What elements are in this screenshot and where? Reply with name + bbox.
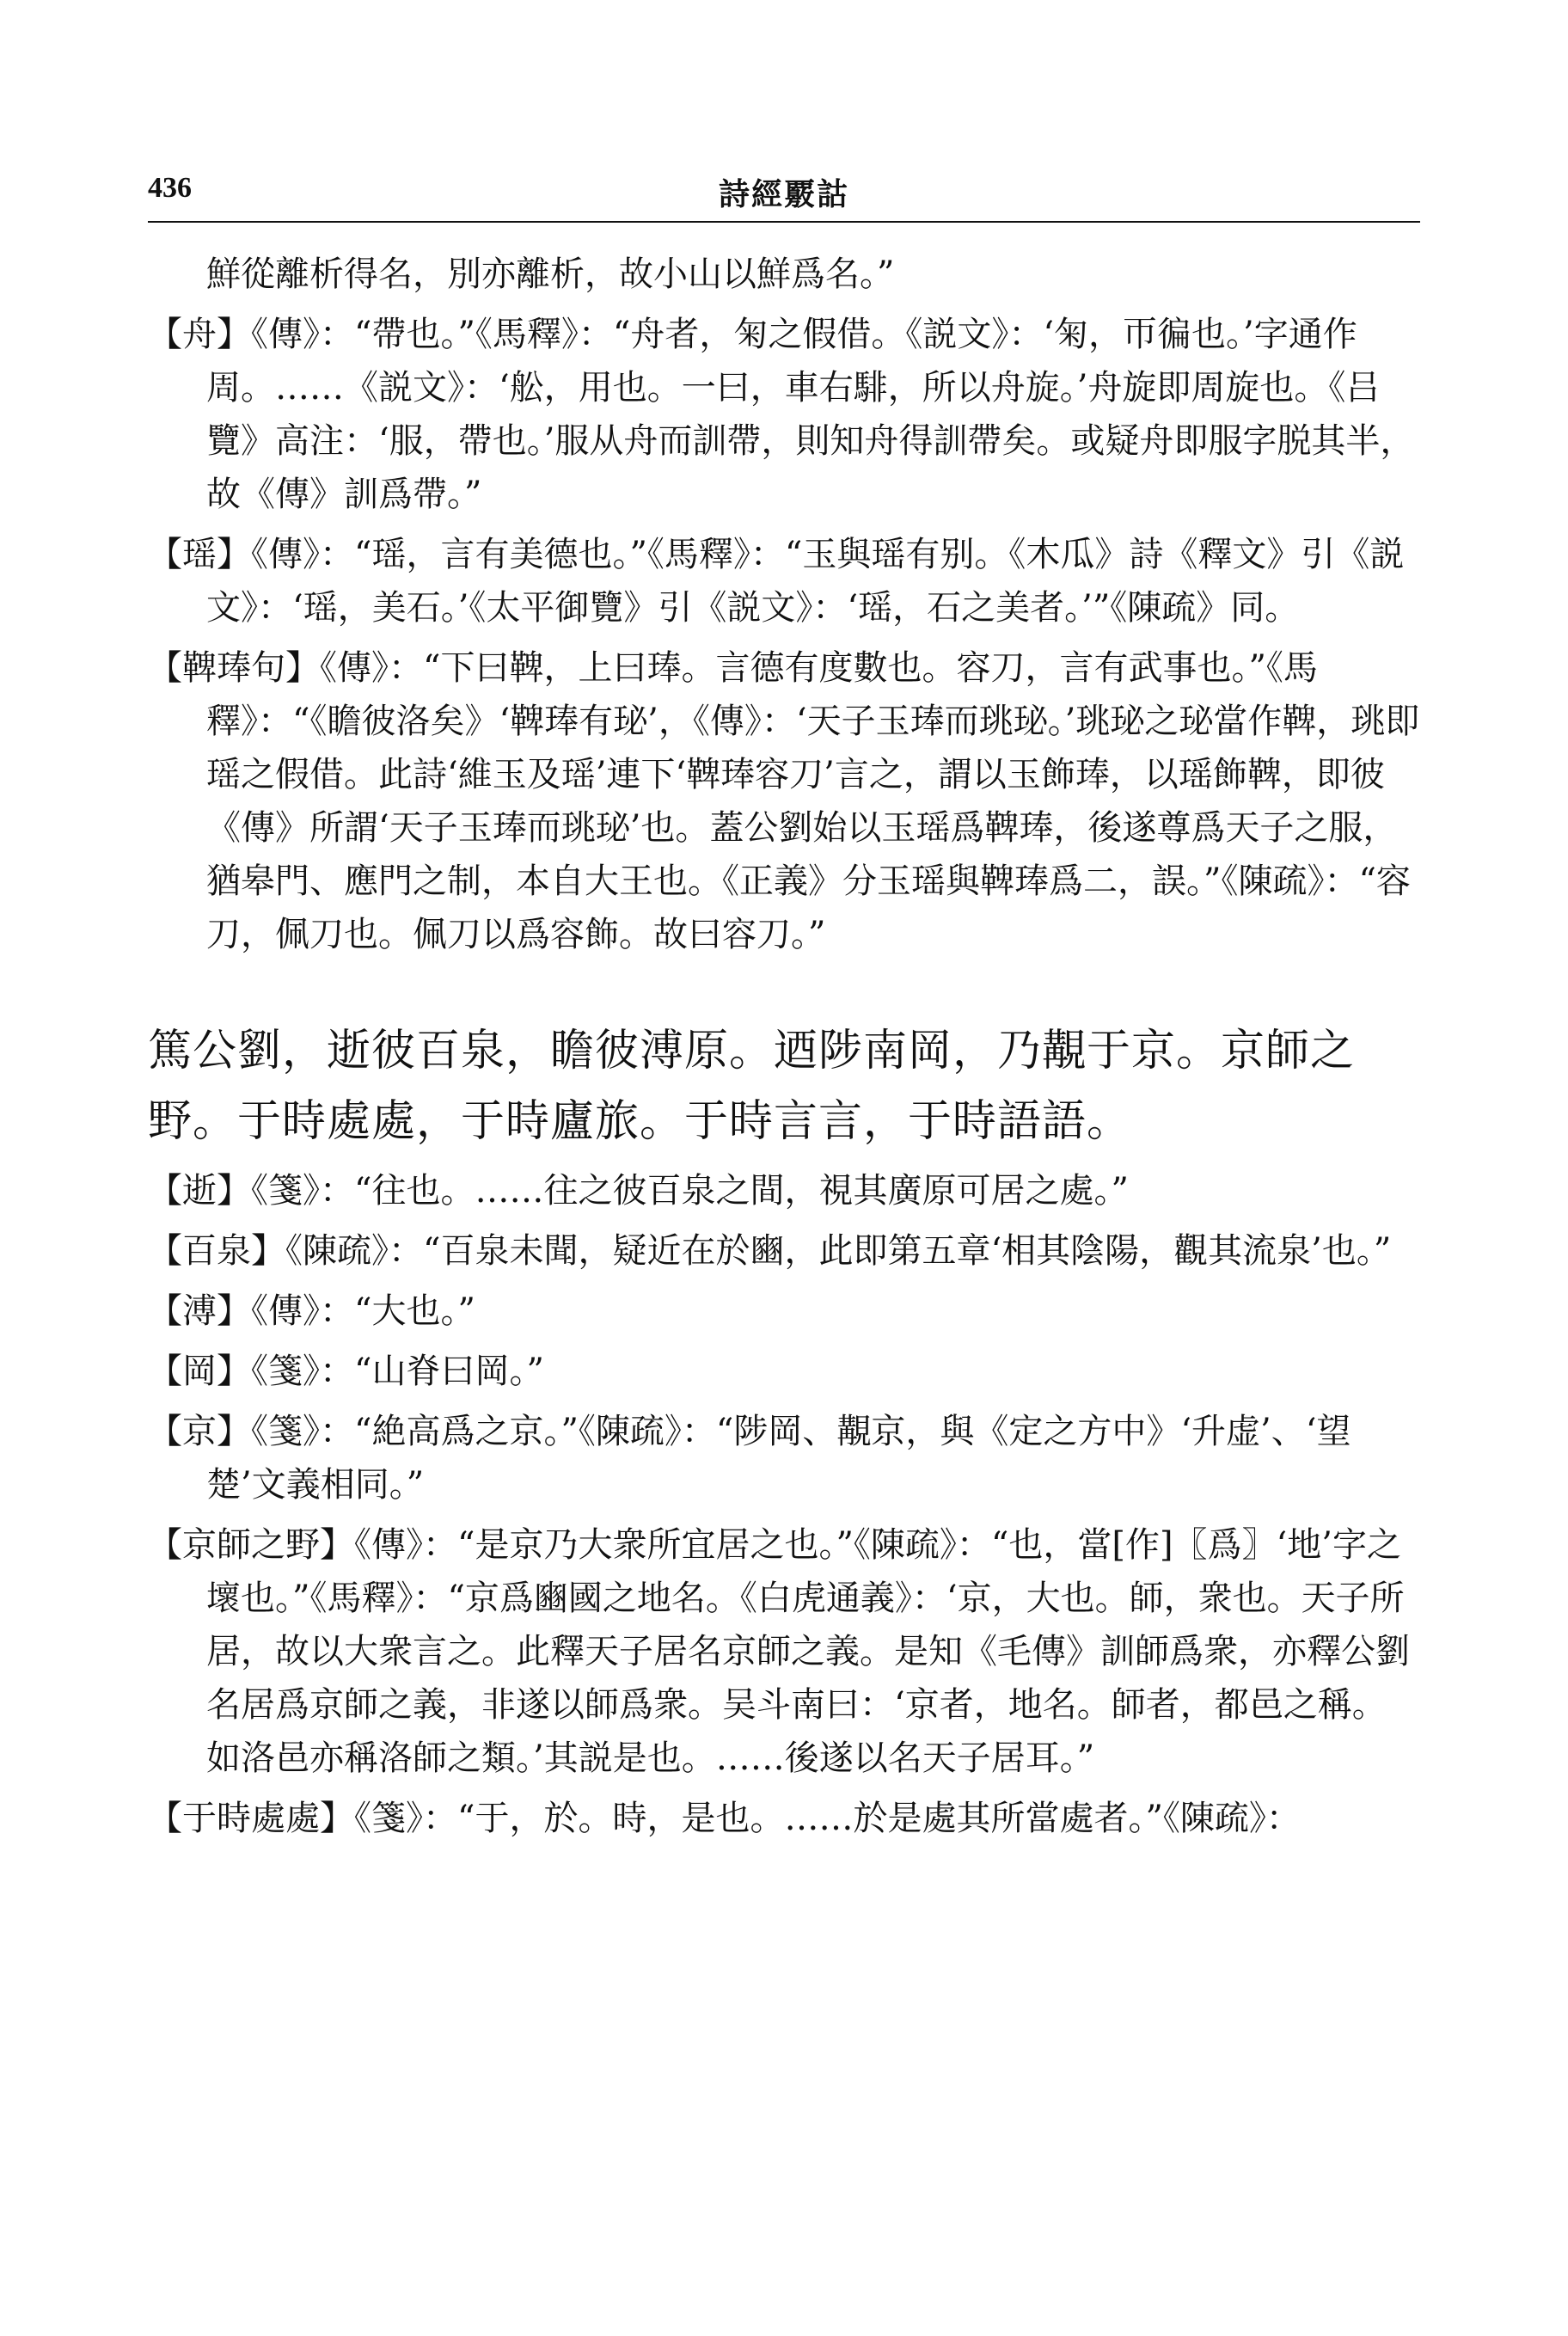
note-yao: 【瑶】《傳》：“瑶，言有美德也。”《馬釋》：“玉與瑶有别。《木瓜》詩《釋文》引《説文》：‘瑶，美石。’《太平御覽》引《説文》：‘瑶，石之美者。’”《陳疏》同。: [148, 535, 1405, 628]
verse-stanza: 篤公劉，逝彼百泉，瞻彼溥原。迺陟南岡，乃覯于京。京師之野。于時處處，于時廬旅。于時言言，于時語語。: [148, 1026, 1356, 1147]
note-bingbeng: 【鞞琫句】《傳》：“下曰鞞，上曰琫。言德有度數也。容刀，言有武事也。”《馬釋》：“《瞻彼洛矣》‘鞞琫有珌’，《傳》：‘天子玉琫而珧珌。’珧珌之珌當作鞞，珧即瑶之假借。此詩‘維玉及瑶’連下‘鞞琫容刀’言之，謂以玉飾琫，以瑶飾鞞，即彼《傳》所謂‘天子玉琫而珧珌’也。蓋公劉始以玉瑶爲鞞琫，後遂尊爲天子之服，猶皋門、應門之制，本自大王也。《正義》分玉瑶與鞞琫爲二，誤。”《陳疏》：“容刀，佩刀也。佩刀以爲容飾。故曰容刀。”: [148, 648, 1420, 954]
note-jingshi: 【京師之野】《傳》：“是京乃大衆所宜居之也。”《陳疏》：“也，當[作]〖爲〗‘地’字之壞也。”《馬釋》：“京爲豳國之地名。《白虎通義》：‘京，大也。師，衆也。天子所居，故以大衆言之。此釋天子居名京師之義。是知《毛傳》訓師爲衆，亦釋公劉名居爲京師之義，非遂以師爲衆。吴斗南曰：‘京者，地名。師者，都邑之稱。如洛邑亦稱洛師之類。’其説是也。……後遂以名天子居耳。”: [148, 1525, 1410, 1778]
note-continuation: 鮮從離析得名，別亦離析，故小山以鮮爲名。”: [206, 254, 895, 294]
note-shi: 【逝】《箋》：“往也。……往之彼百泉之間，視其廣原可居之處。”: [148, 1171, 1129, 1211]
note-zhou: 【舟】《傳》：“帶也。”《馬釋》：“舟者，匊之假借。《説文》：‘匊，帀徧也。’字通作周。……《説文》：‘舩，用也。一曰，車右騑，所以舟旋。’舟旋即周旋也。《吕覽》高注：‘服，帶也。’服从舟而訓帶，則知舟得訓帶矣。或疑舟即服字脱其半，故《傳》訓爲帶。”: [148, 315, 1415, 514]
note-baiquan: 【百泉】《陳疏》：“百泉未聞，疑近在於豳，此即第五章‘相其陰陽，觀其流泉’也。”: [148, 1231, 1392, 1271]
note-jing: 【京】《箋》：“絶高爲之京。”《陳疏》：“陟岡、覯京，與《定之方中》‘升虚’、‘望楚’文義相同。”: [148, 1412, 1351, 1505]
page-number: 436: [148, 172, 192, 204]
note-yushichuchu: 【于時處處】《箋》：“于，於。時，是也。……於是處其所當處者。”《陳疏》：: [148, 1799, 1301, 1838]
book-title: 詩經覈詁: [718, 176, 849, 212]
page-body: [148, 248, 1420, 1852]
header-rule: [148, 221, 1420, 223]
note-pu: 【溥】《傳》：“大也。”: [148, 1291, 475, 1331]
page-header: [148, 163, 1420, 215]
note-gang: 【岡】《箋》：“山脊曰岡。”: [148, 1352, 544, 1391]
